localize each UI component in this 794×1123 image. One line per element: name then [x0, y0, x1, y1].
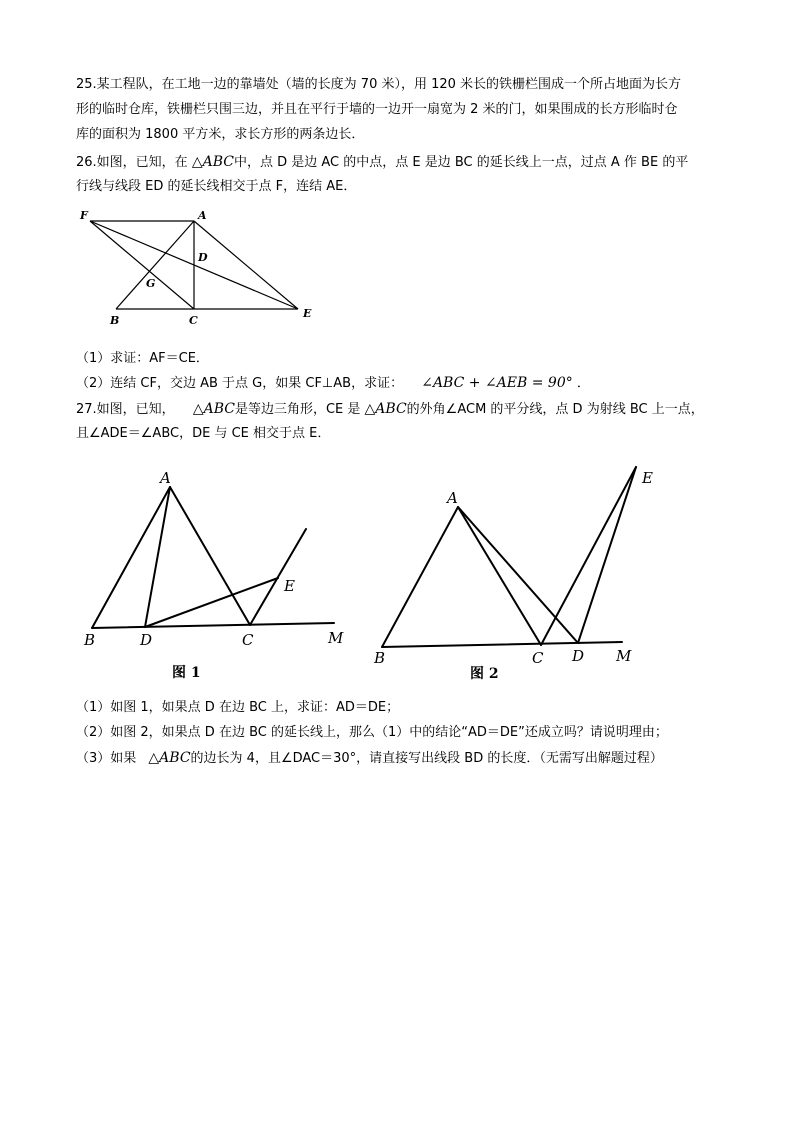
label-A: A	[198, 209, 207, 222]
q27-part-3	[76, 746, 663, 771]
label-B: B	[110, 314, 120, 327]
q25-line-2: 形的临时仓库，铁栅栏只围三边，并且在平行于墙的一边开一扇宽为 2 米的门，如果围成的长方形临时仓	[76, 102, 678, 117]
fig2-label-B: B	[374, 649, 386, 667]
q27-figure-1	[80, 465, 360, 685]
label-D: D	[198, 251, 208, 264]
q27-part-2: （2）如图 2，如果点 D 在边 BC 的延长线上，那么（1）中的结论“AD＝DE”还成立吗？请说明理由；	[76, 725, 668, 740]
triangle-symbol: △	[191, 154, 203, 170]
q27-triangle-2: △ABC	[364, 401, 407, 417]
q26-part-2-end: ．	[576, 376, 590, 391]
segment-DE	[145, 578, 278, 627]
ray-BM	[382, 642, 622, 647]
q26-intro-rest: 中，点 D 是边 AC 的中点，点 E 是边 BC 的延长线上一点，过点 A 作 BE 的平	[233, 155, 689, 170]
q26-part-2-text: （2）连结 CF，交边 AB 于点 G，如果 CF⊥AB，求证：	[76, 376, 404, 391]
q27-part-3-rest: 的边长为 4，且∠DAC＝30°，请直接写出线段 BD 的长度．（无需写出解题过程）	[190, 751, 663, 766]
bisector-CE	[541, 467, 636, 645]
fig2-label-A: A	[447, 489, 458, 507]
q26-line-2: 行线与线段 ED 的延长线相交于点 F，连结 AE．	[76, 179, 357, 194]
label-G: G	[146, 277, 156, 290]
label-C: C	[189, 314, 198, 327]
q27-part-3-text: （3）如果	[76, 751, 141, 766]
fig2-label-D: D	[572, 647, 585, 665]
triangle-name: ABC	[202, 154, 234, 170]
q27-part-3-triangle: △ABC	[148, 750, 191, 766]
fig1-label-D: D	[140, 631, 153, 649]
fig2-caption: 图 2	[470, 666, 499, 682]
fig1-label-E: E	[284, 577, 295, 595]
q26-part-2	[76, 371, 590, 396]
label-F: F	[80, 209, 88, 222]
q27-triangle-1: △ABC	[192, 401, 235, 417]
fig2-label-M: M	[616, 647, 632, 665]
q25-line-1: 25.某工程队，在工地一边的靠墙处（墙的长度为 70 米），用 120 米长的铁栅栏围成一个所占地面为长方	[76, 77, 682, 92]
fig2-label-E: E	[642, 469, 653, 487]
segment-AD	[458, 507, 578, 643]
q26-part-1: （1）求证：AF＝CE．	[76, 351, 209, 366]
fig1-label-B: B	[84, 631, 96, 649]
segment-AC	[458, 507, 541, 645]
q26-part-2-formula: ∠ABC + ∠AEB = 90°	[421, 375, 573, 391]
q25-line-3: 库的面积为 1800 平方米，求长方形的两条边长．	[76, 127, 365, 142]
label-E: E	[303, 307, 312, 320]
q27-intro-rest: 的外角∠ACM 的平分线，点 D 为射线 BC 上一点，	[406, 402, 704, 417]
fig1-label-M: M	[328, 629, 344, 647]
fig1-label-A: A	[160, 469, 171, 487]
q26-line-1	[76, 150, 688, 175]
q26-figure	[76, 205, 326, 335]
q27-part-1: （1）如图 1，如果点 D 在边 BC 上，求证：AD＝DE；	[76, 700, 400, 715]
bisector-CE	[250, 529, 306, 625]
q27-figure-2	[370, 460, 670, 685]
ray-BM	[92, 623, 334, 628]
fig1-label-C: C	[242, 631, 254, 649]
q27-intro-mid: 是等边三角形，CE 是	[234, 402, 365, 417]
segment-AB	[382, 507, 458, 647]
q27-intro: 27.如图，已知，	[76, 402, 175, 417]
segment-AC	[170, 487, 250, 625]
fig2-label-C: C	[532, 649, 544, 667]
segment-AB	[116, 221, 194, 309]
fig1-caption: 图 1	[172, 665, 201, 681]
segment-FC	[90, 221, 194, 309]
q27-line-2: 且∠ADE＝∠ABC，DE 与 CE 相交于点 E．	[76, 426, 331, 441]
segment-AE	[194, 221, 298, 309]
segment-DE	[578, 467, 636, 643]
q27-line-1	[76, 397, 704, 422]
q26-intro: 26.如图，已知，在	[76, 155, 192, 170]
